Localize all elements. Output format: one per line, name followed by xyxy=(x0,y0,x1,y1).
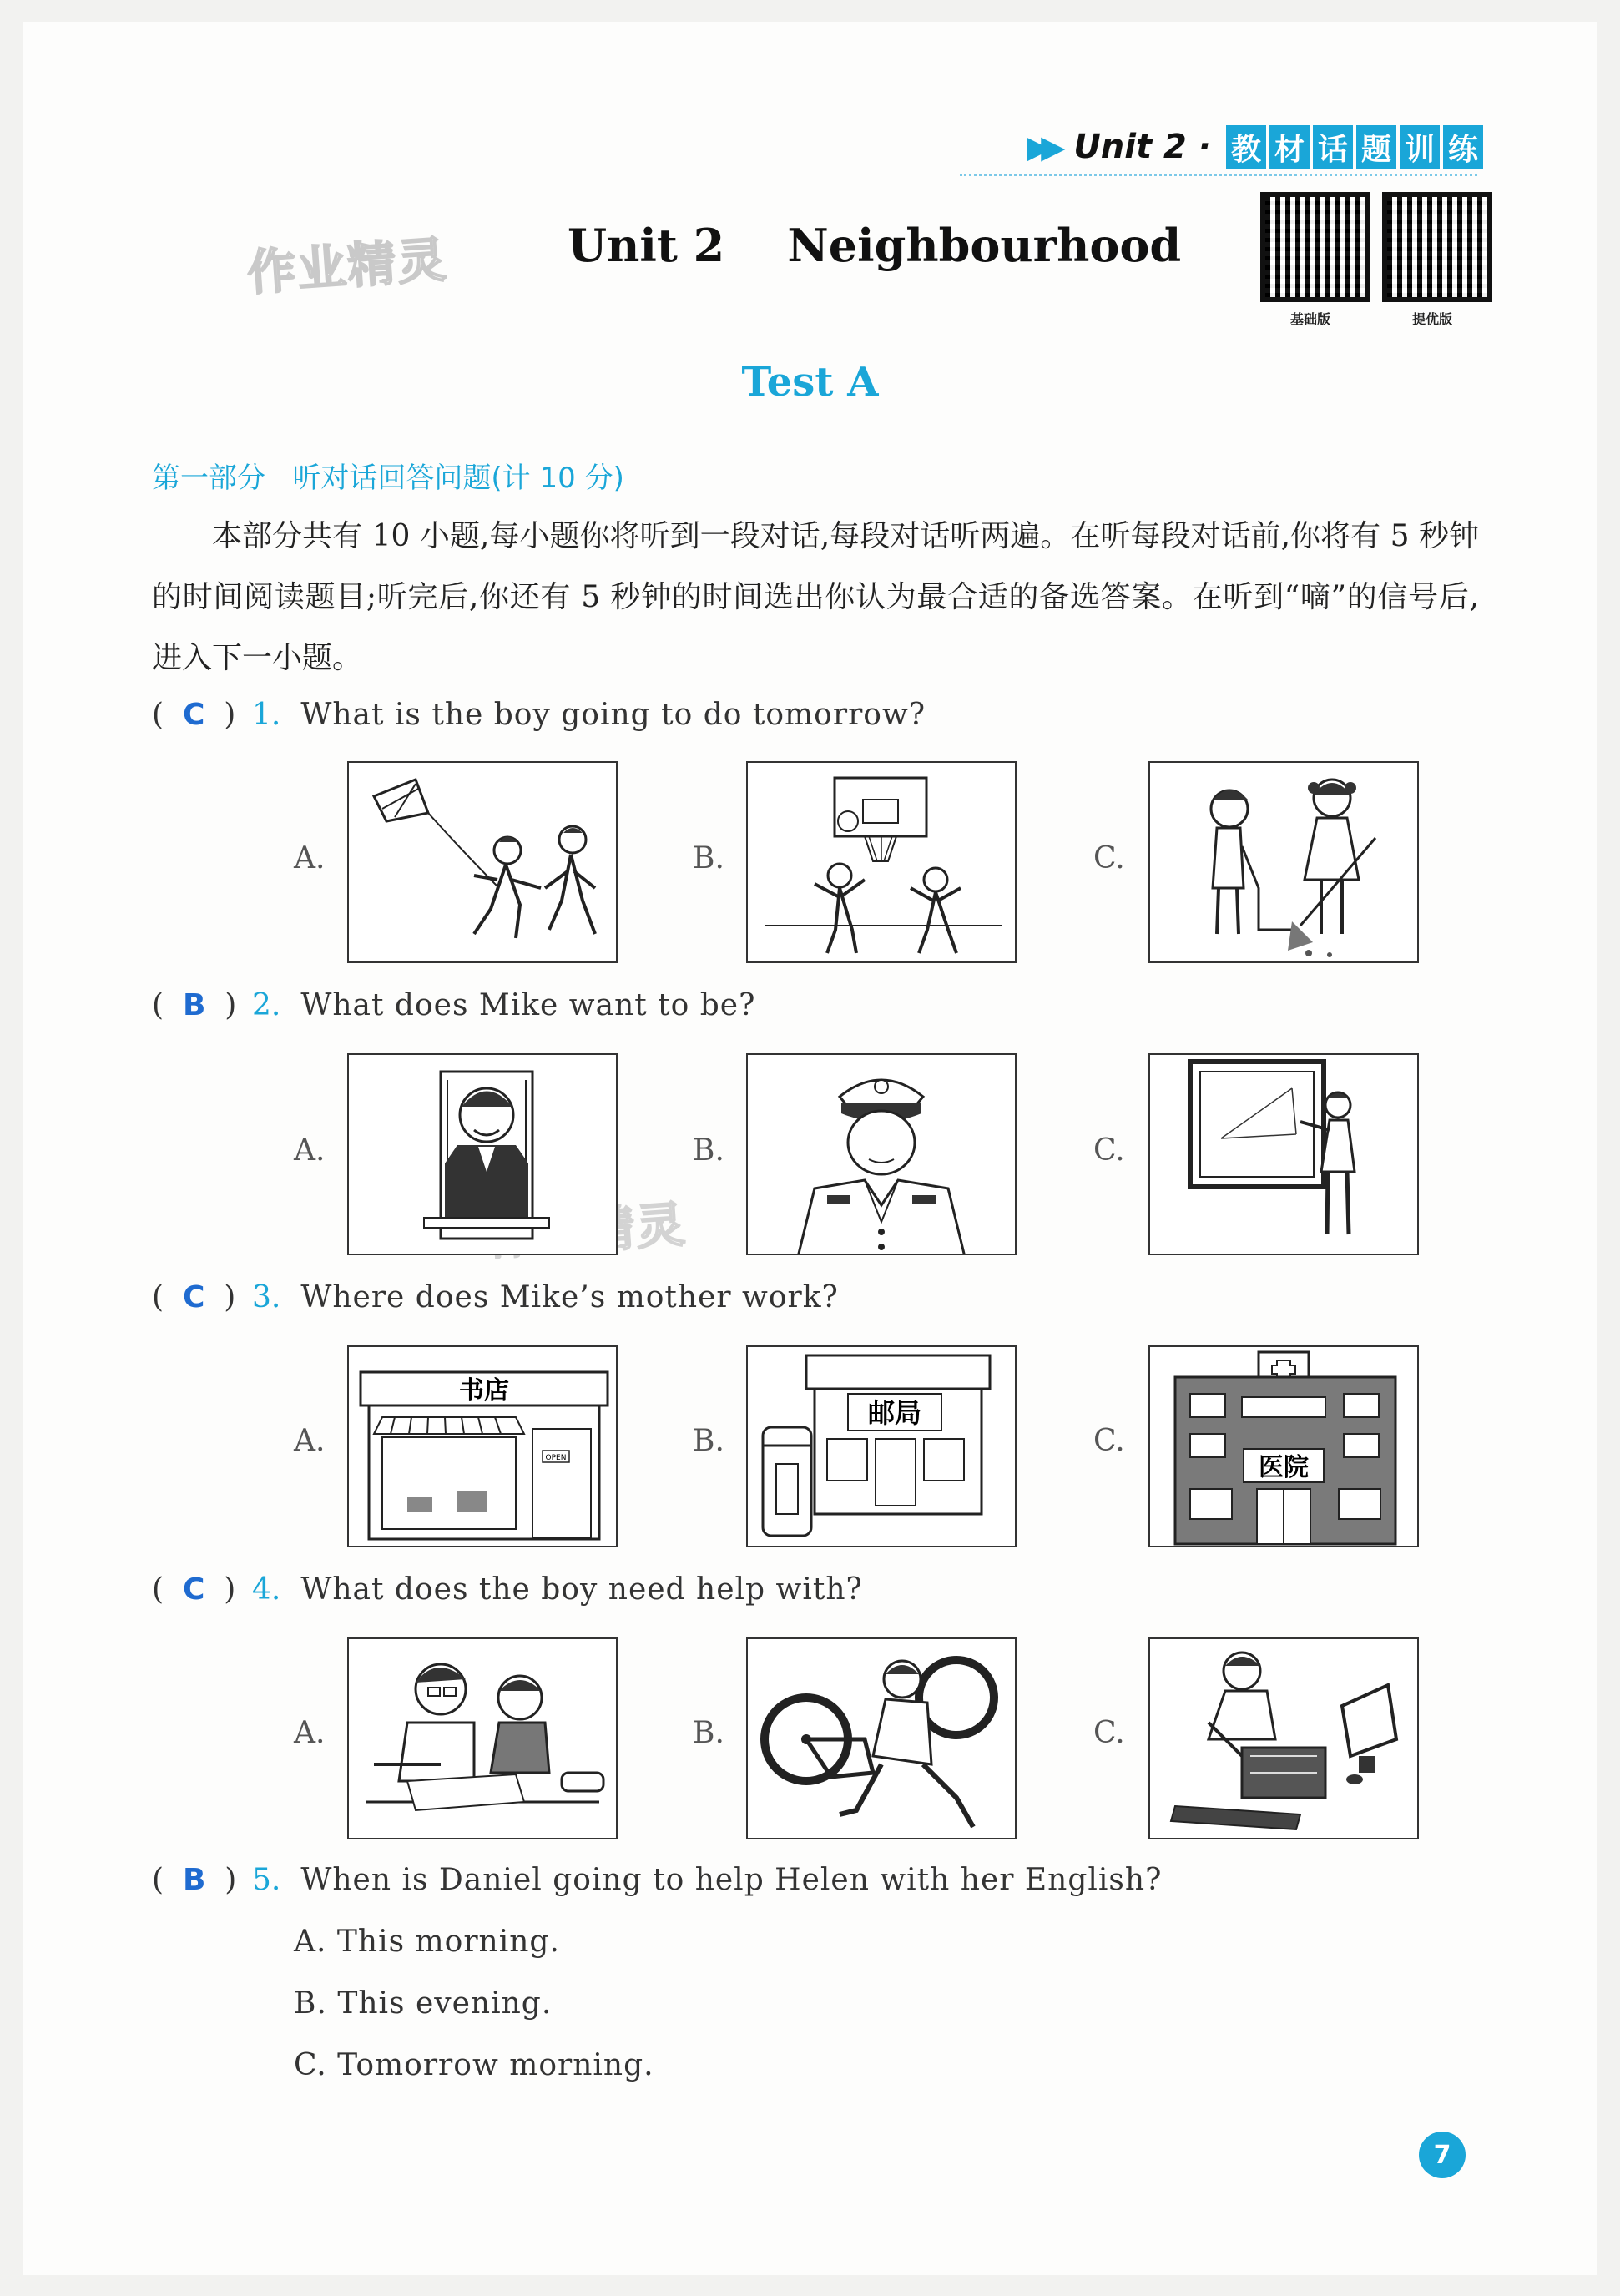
test-subtitle: Test A xyxy=(741,359,879,406)
question-number: 4. xyxy=(252,1572,281,1607)
picture-policeman[interactable] xyxy=(746,1053,1017,1255)
watermark: 作业精灵 xyxy=(245,230,450,302)
qr-code-basic[interactable] xyxy=(1260,192,1370,302)
answer-letter: B xyxy=(182,1863,206,1897)
picture-teacher[interactable] xyxy=(1148,1053,1419,1255)
answer-letter: C xyxy=(182,698,205,732)
picture-businessman[interactable] xyxy=(347,1053,618,1255)
question-text: What does Mike want to be? xyxy=(300,988,756,1022)
picture-post-office[interactable] xyxy=(746,1345,1017,1547)
section-heading: 第一部分 听对话回答问题(计 10 分) xyxy=(152,462,624,495)
option-label: A. xyxy=(294,1133,326,1168)
choice-a[interactable]: A. This morning. xyxy=(294,1925,560,1959)
qr-code-advanced[interactable] xyxy=(1382,192,1492,302)
choice-b[interactable]: B. This evening. xyxy=(294,1986,553,2021)
series-label xyxy=(1223,125,1483,169)
question-number: 3. xyxy=(252,1280,281,1315)
option-label: A. xyxy=(294,1716,326,1750)
answer-bracket: ( B ) xyxy=(152,1863,237,1897)
answer-letter: C xyxy=(182,1280,205,1315)
question-number: 1. xyxy=(252,698,281,732)
page-header xyxy=(1027,125,1483,169)
qr-label: 提优版 xyxy=(1412,311,1453,327)
answer-bracket: ( C ) xyxy=(152,698,236,732)
open-sign: OPEN xyxy=(545,1454,567,1462)
option-label: C. xyxy=(1093,1424,1125,1458)
choice-c[interactable]: C. Tomorrow morning. xyxy=(294,2048,654,2082)
picture-hospital[interactable] xyxy=(1148,1345,1419,1547)
header-divider xyxy=(960,174,1477,176)
question-text: When is Daniel going to help Helen with her English? xyxy=(300,1863,1163,1897)
series-char: 训 xyxy=(1400,125,1440,169)
sign-post-office: 邮局 xyxy=(867,1397,922,1429)
question-text: What does the boy need help with? xyxy=(300,1572,863,1607)
question-3 xyxy=(152,1280,839,1315)
answer-bracket: ( C ) xyxy=(152,1280,236,1315)
answer-bracket: ( C ) xyxy=(152,1572,236,1607)
picture-kite-flying[interactable] xyxy=(347,761,618,963)
question-number: 2. xyxy=(252,988,281,1022)
option-label: B. xyxy=(693,841,724,876)
picture-cleaning[interactable] xyxy=(1148,761,1419,963)
option-label: A. xyxy=(294,1424,326,1458)
question-4 xyxy=(152,1572,863,1607)
double-arrow-icon: ▶▶ xyxy=(1026,129,1056,165)
series-char: 话 xyxy=(1313,125,1353,169)
question-2 xyxy=(152,988,755,1022)
option-label: B. xyxy=(693,1716,724,1750)
sign-bookstore: 书店 xyxy=(459,1376,509,1405)
option-label: C. xyxy=(1093,1716,1125,1750)
answer-bracket: ( B ) xyxy=(152,988,237,1022)
question-text: Where does Mike’s mother work? xyxy=(300,1280,839,1315)
option-label: B. xyxy=(693,1133,724,1168)
picture-bike-repair[interactable] xyxy=(746,1637,1017,1839)
page-number: 7 xyxy=(1419,2132,1466,2178)
header-unit: Unit 2 · xyxy=(1073,128,1211,166)
qr-label: 基础版 xyxy=(1290,311,1331,327)
answer-letter: B xyxy=(182,988,206,1022)
option-label: A. xyxy=(294,841,326,876)
answer-letter: C xyxy=(182,1572,205,1607)
question-text: What is the boy going to do tomorrow? xyxy=(300,698,926,732)
series-char: 题 xyxy=(1356,125,1396,169)
option-label: B. xyxy=(693,1424,724,1458)
series-char: 教 xyxy=(1226,125,1266,169)
section-instructions: 本部分共有 10 小题,每小题你将听到一段对话,每段对话听两遍。在听每段对话前,你将有 5 秒钟的时间阅读题目;听完后,你还有 5 秒钟的时间选出你认为最合适的备选答案。在听到“嘀”的信号后,进入下一小题。 xyxy=(152,519,1479,675)
option-label: C. xyxy=(1093,841,1125,876)
picture-computer[interactable] xyxy=(1148,1637,1419,1839)
picture-homework[interactable] xyxy=(347,1637,618,1839)
series-char: 练 xyxy=(1443,125,1483,169)
question-1 xyxy=(152,698,926,732)
question-5 xyxy=(152,1863,1162,1897)
picture-basketball[interactable] xyxy=(746,761,1017,963)
page-title: Unit 2 Neighbourhood xyxy=(568,219,1182,272)
sign-hospital: 医院 xyxy=(1259,1453,1309,1482)
question-number: 5. xyxy=(252,1863,281,1897)
option-label: C. xyxy=(1093,1133,1125,1168)
series-char: 材 xyxy=(1269,125,1310,169)
picture-bookstore[interactable] xyxy=(347,1345,618,1547)
